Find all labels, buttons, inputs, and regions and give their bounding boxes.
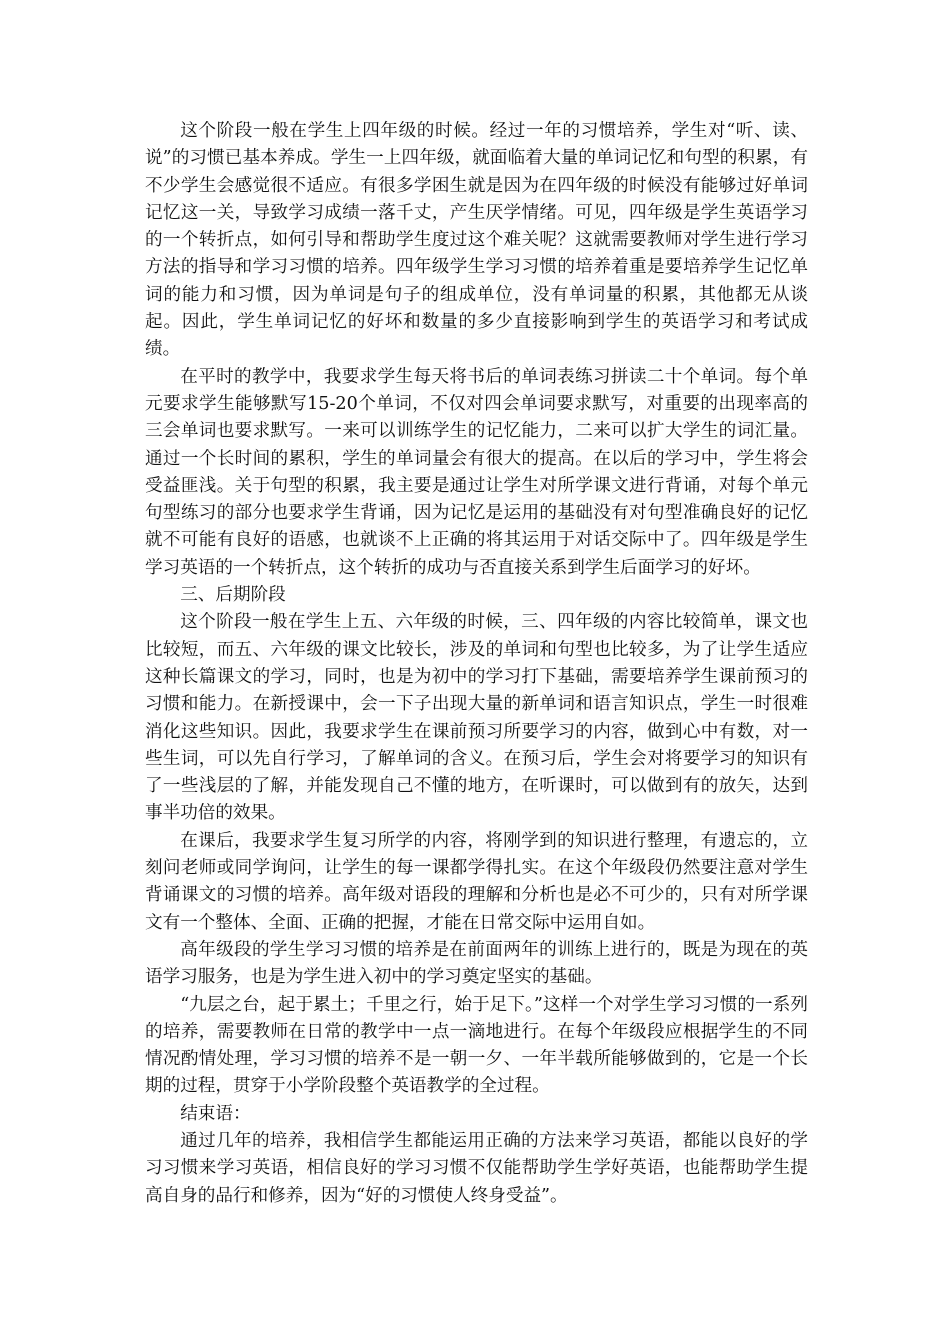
document-body (145, 118, 808, 1210)
paragraph-grade4-intro: 这个阶段一般在学生上四年级的时候。经过一年的习惯培养，学生对“听、读、说”的习惯已基本养成。学生一上四年级，就面临着大量的单词记忆和句型的积累，有不少学生会感觉很不适应。有很多学困生就是因为在四年级的时候没有能够过好单词记忆这一关，导致学习成绩一落千丈，产生厌学情绪。可见，四年级是学生英语学习的一个转折点，如何引导和帮助学生度过这个难关呢？这就需要教师对学生进行学习方法的指导和学习习惯的培养。四年级学生学习习惯的培养着重是要培养学生记忆单词的能力和习惯，因为单词是句子的组成单位，没有单词量的积累，其他都无从谈起。因此，学生单词记忆的好坏和数量的多少直接影响到学生的英语学习和考试成绩。 (145, 121, 808, 360)
paragraph-after-class: 在课后，我要求学生复习所学的内容，将刚学到的知识进行整理，有遗忘的，立刻问老师或同学询问，让学生的每一课都学得扎实。在这个年级段仍然要注意对学生背诵课文的习惯的培养。高年级对语段的理解和分析也是必不可少的，只有对所学课文有一个整体、全面、正确的把握，才能在日常交际中运用自如。 (145, 830, 808, 933)
paragraph-conclusion: 通过几年的培养，我相信学生都能运用正确的方法来学习英语，都能以良好的学习习惯来学习英语，相信良好的学习习惯不仅能帮助学生学好英语，也能帮助学生提高自身的品行和修养，因为“好的习惯使人终身受益”。 (145, 1130, 808, 1206)
section-heading-late-stage: 三、后期阶段 (180, 585, 286, 606)
section-heading-conclusion: 结束语： (180, 1103, 251, 1124)
paragraph-grade56-preview: 这个阶段一般在学生上五、六年级的时候，三、四年级的内容比较简单，课文也比较短，而五、六年级的课文比较长，涉及的单词和句型也比较多，为了让学生适应这种长篇课文的学习，同时，也是为初中的学习打下基础，需要培养学生课前预习的习惯和能力。在新授课中，会一下子出现大量的新单词和语言知识点，学生一时很难消化这些知识。因此，我要求学生在课前预习所要学习的内容，做到心中有数，对一些生词，可以先自行学习，了解单词的含义。在预习后，学生会对将要学习的知识有了一些浅层的了解，并能发现自己不懂的地方，在听课时，可以做到有的放矢，达到事半功倍的效果。 (145, 612, 808, 824)
paragraph-senior-habits: 高年级段的学生学习习惯的培养是在前面两年的训练上进行的，既是为现在的英语学习服务，也是为学生进入初中的学习奠定坚实的基础。 (145, 939, 808, 988)
paragraph-proverb: “九层之台，起于累土；千里之行，始于足下。”这样一个对学生学习习惯的一系列的培养，需要教师在日常的教学中一点一滴地进行。在每个年级段应根据学生的不同情况酌情处理，学习习惯的培养不是一朝一夕、一年半载所能够做到的，它是一个长期的过程，贯穿于小学阶段整个英语教学的全过程。 (145, 994, 808, 1097)
paragraph-daily-teaching: 在平时的教学中，我要求学生每天将书后的单词表练习拼读二十个单词。每个单元要求学生能够默写15-20个单词，不仅对四会单词要求默写，对重要的出现率高的三会单词也要求默写。一来可以训练学生的记忆能力，二来可以扩大学生的词汇量。通过一个长时间的累积，学生的单词量会有很大的提高。在以后的学习中，学生将会受益匪浅。关于句型的积累，我主要是通过让学生对所学课文进行背诵，对每个单元句型练习的部分也要求学生背诵，因为记忆是运用的基础没有对句型准确良好的记忆就不可能有良好的语感，也就谈不上正确的将其运用于对话交际中了。四年级是学生学习英语的一个转折点，这个转折的成功与否直接关系到学生后面学习的好坏。 (145, 366, 808, 578)
